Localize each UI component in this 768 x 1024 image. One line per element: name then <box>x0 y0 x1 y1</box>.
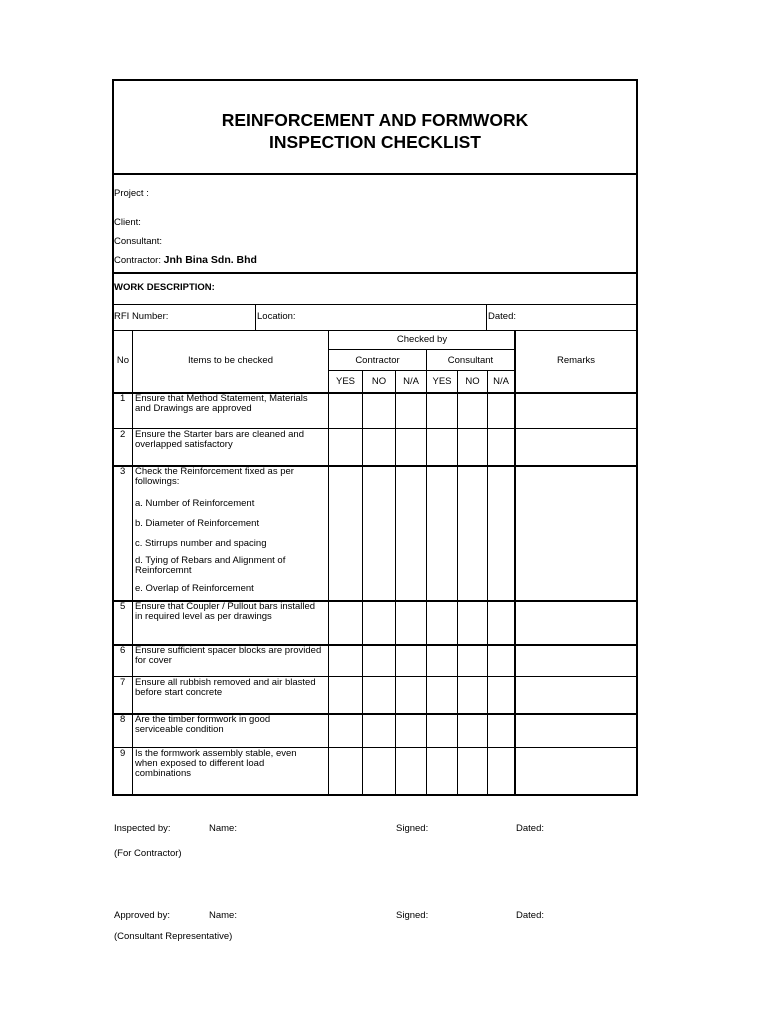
inspected-by-label: Inspected by: <box>114 823 171 834</box>
row-item-text <box>135 646 327 666</box>
subitem: b. Diameter of Reinforcement <box>135 518 260 529</box>
location-label: Location: <box>257 311 296 322</box>
header-contractor-na: N/A <box>403 376 419 387</box>
row-item-text <box>135 678 327 698</box>
row-number: 3 <box>120 466 126 477</box>
divider-title <box>112 173 638 175</box>
dated-label: Dated: <box>488 311 516 322</box>
inspected-note: (For Contractor) <box>114 848 182 859</box>
row-item-line: Ensure all rubbish removed and air blasted <box>135 677 316 688</box>
row-item-line: Are the timber formwork in good <box>135 714 271 725</box>
border-bottom <box>112 794 638 796</box>
col-contractor-right <box>426 350 427 795</box>
consultant-label: Consultant: <box>114 236 163 247</box>
row-item-line: when exposed to different load <box>135 758 265 769</box>
contractor-label: Contractor: <box>114 255 161 266</box>
project-label: Project : <box>114 188 149 199</box>
col-items-right <box>328 330 329 795</box>
header-consultant: Consultant <box>447 355 494 366</box>
subitem-line: Reinforcemnt <box>135 565 192 576</box>
row-item-line: and Drawings are approved <box>135 403 252 414</box>
header-remarks: Remarks <box>556 355 595 366</box>
approved-note: (Consultant Representative) <box>114 931 233 942</box>
row-item-text <box>135 749 327 779</box>
col-yes1-right <box>362 371 363 795</box>
row-item-line: serviceable condition <box>135 724 224 735</box>
row-item-line: Is the formwork assembly stable, even <box>135 748 297 759</box>
border-top <box>112 79 638 81</box>
inspected-name-label: Name: <box>209 823 237 834</box>
row-item-line: Check the Reinforcement fixed as per <box>135 466 294 477</box>
row-number: 8 <box>120 714 126 725</box>
row-number: 2 <box>120 429 126 440</box>
contractor-value: Jnh Bina Sdn. Bhd <box>163 254 257 266</box>
approved-dated-label: Dated: <box>516 910 544 921</box>
border-right <box>636 79 638 796</box>
row-item-line: for cover <box>135 655 172 666</box>
row-number: 7 <box>120 677 126 688</box>
header-no: No <box>116 355 130 366</box>
row-item-line: Ensure the Starter bars are cleaned and <box>135 429 304 440</box>
header-consultant-yes: YES <box>432 376 452 387</box>
row-item-line: Ensure that Method Statement, Materials <box>135 393 308 404</box>
col-remarks-left <box>514 330 516 795</box>
row-number: 5 <box>120 601 126 612</box>
row-item-text <box>135 602 327 622</box>
subitem: a. Number of Reinforcement <box>135 498 255 509</box>
col-no1-right <box>395 371 396 795</box>
header-items: Items to be checked <box>187 355 274 366</box>
contractor-field <box>114 255 257 266</box>
divider-info <box>112 272 638 274</box>
hdr-line-checkedby <box>328 349 515 350</box>
row-number: 6 <box>120 645 126 656</box>
row-item-line: overlapped satisfactory <box>135 439 233 450</box>
row-item-text <box>135 394 327 414</box>
divider-rfi-col2 <box>486 305 487 330</box>
divider-rfi-col1 <box>255 305 256 330</box>
row-item-text <box>135 430 327 450</box>
approved-name-label: Name: <box>209 910 237 921</box>
header-contractor-yes: YES <box>335 376 355 387</box>
inspected-signed-label: Signed: <box>396 823 429 834</box>
row-item-text <box>135 467 327 487</box>
header-checked-by: Checked by <box>396 334 448 345</box>
row-item-line: in required level as per drawings <box>135 611 272 622</box>
border-left <box>112 79 114 796</box>
row-number: 9 <box>120 748 126 759</box>
header-contractor-no: NO <box>371 376 387 387</box>
row-item-line: followings: <box>135 476 180 487</box>
page-title-line1: REINFORCEMENT AND FORMWORK <box>221 110 529 130</box>
header-contractor: Contractor <box>355 355 400 366</box>
approved-by-label: Approved by: <box>114 910 170 921</box>
row-item-text <box>135 715 327 735</box>
col-yes2-right <box>457 371 458 795</box>
row-item-line: Ensure sufficient spacer blocks are provided <box>135 645 322 656</box>
row-item-line: combinations <box>135 768 191 779</box>
subitem: c. Stirrups number and spacing <box>135 538 267 549</box>
inspected-dated-label: Dated: <box>516 823 544 834</box>
rfi-number-label: RFI Number: <box>114 311 169 322</box>
divider-rfi <box>112 330 638 331</box>
page-title-line2: INSPECTION CHECKLIST <box>269 132 481 152</box>
header-consultant-no: NO <box>465 376 480 387</box>
client-label: Client: <box>114 217 141 228</box>
header-consultant-na: N/A <box>493 376 509 387</box>
subitem-line: d. Tying of Rebars and Alignment of <box>135 555 286 566</box>
row-item-line: before start concrete <box>135 687 223 698</box>
row-item-line: Ensure that Coupler / Pullout bars installed <box>135 601 316 612</box>
col-no-right <box>132 330 133 795</box>
col-no2-right <box>487 371 488 795</box>
divider-workdesc <box>112 304 638 305</box>
subitem <box>135 556 285 576</box>
work-description-label: WORK DESCRIPTION: <box>114 282 215 293</box>
approved-signed-label: Signed: <box>396 910 429 921</box>
subitem: e. Overlap of Reinforcement <box>135 583 254 594</box>
row-number: 1 <box>120 393 126 404</box>
